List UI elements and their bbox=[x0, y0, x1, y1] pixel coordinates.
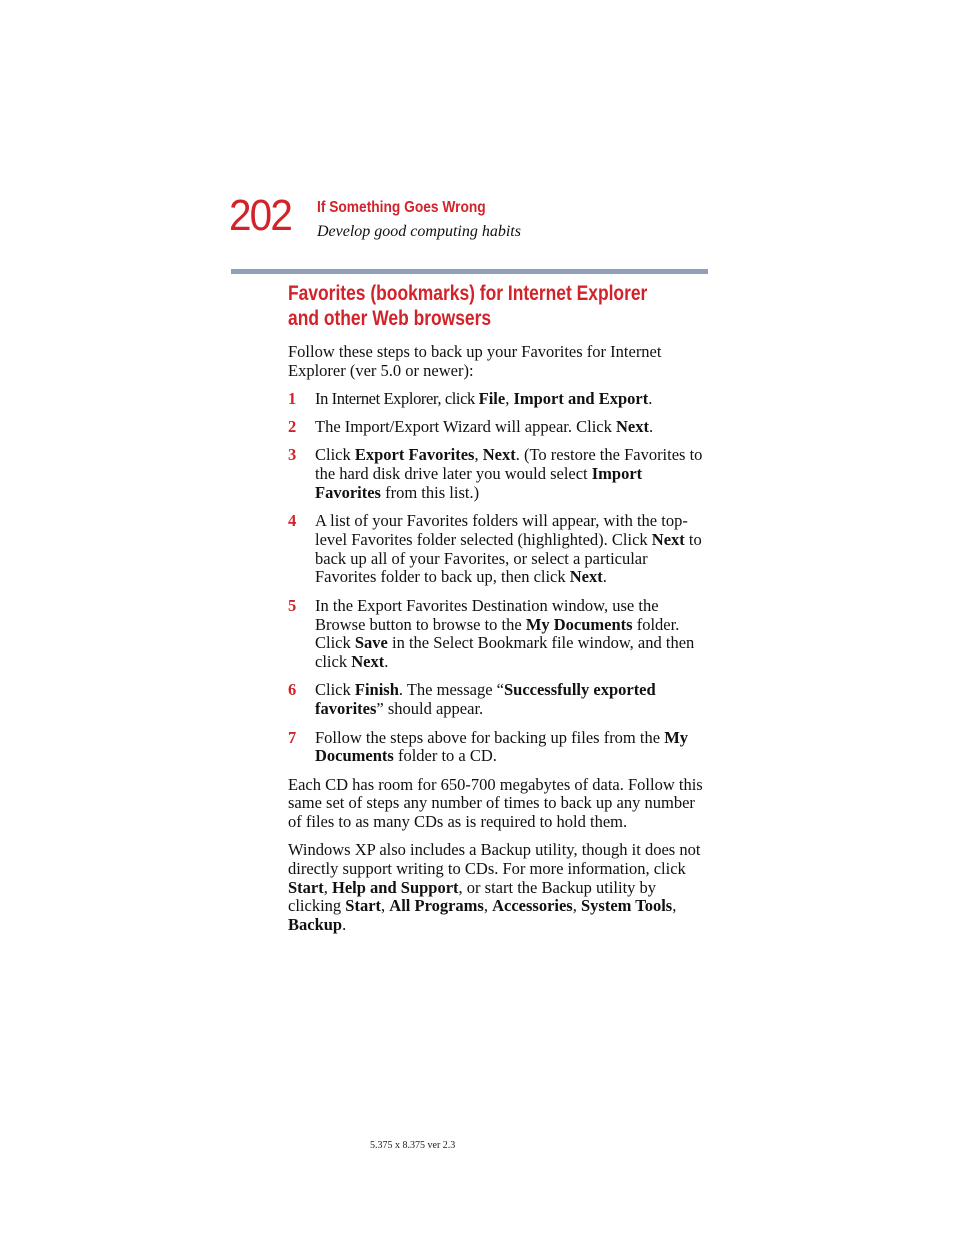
step-number: 6 bbox=[288, 680, 297, 700]
list-item bbox=[288, 729, 710, 767]
step-number: 3 bbox=[288, 445, 297, 465]
step-text: . The message “ bbox=[398, 680, 504, 700]
list-item bbox=[288, 597, 710, 672]
step-number: 1 bbox=[288, 388, 297, 408]
step-text: Click bbox=[315, 680, 355, 700]
list-item bbox=[288, 681, 710, 719]
step-text: In Internet Explorer, click bbox=[315, 388, 479, 408]
para-text: Windows XP also includes a Backup utility, though it does not directly support writing to CDs. For more information, click bbox=[288, 840, 701, 878]
step-text: In the Export Favorites Destination window, use the Browse button to browse to the bbox=[315, 595, 659, 634]
step-text: . (To restore the Favorites to the hard disk drive later you would select bbox=[315, 445, 703, 483]
para-bold: System Tools bbox=[580, 896, 673, 916]
para-text: , bbox=[483, 896, 493, 916]
page-number: 202 bbox=[229, 191, 292, 240]
para-text: , bbox=[381, 896, 390, 916]
step-text: Follow the steps above for backing up files from the bbox=[315, 727, 665, 747]
para-bold: Start bbox=[345, 896, 382, 916]
step-bold: Save bbox=[354, 633, 388, 653]
step-number: 5 bbox=[288, 595, 297, 615]
step-bold: My Documents bbox=[315, 727, 689, 766]
list-item bbox=[288, 446, 710, 502]
step-bold: Import Favorites bbox=[315, 463, 643, 502]
step-text: . bbox=[602, 567, 607, 587]
step-bold: Next bbox=[616, 416, 649, 436]
list-item bbox=[288, 512, 710, 587]
step-text: . bbox=[648, 388, 653, 408]
para-bold: Start bbox=[288, 877, 324, 897]
step-text: A list of your Favorites folders will appear, with the top-level Favorites folder selected (highlighted). Click bbox=[315, 511, 688, 549]
para-bold: Accessories bbox=[492, 896, 573, 916]
step-text: in the Select Bookmark file window, and then click bbox=[315, 633, 695, 672]
para-text: , or start the Backup utility by clicking bbox=[288, 877, 657, 916]
step-text: from this list.) bbox=[380, 482, 480, 502]
header-divider bbox=[231, 269, 708, 274]
para-text: , bbox=[323, 877, 332, 897]
para-text: , bbox=[672, 896, 677, 916]
step-text: , bbox=[505, 388, 514, 408]
step-bold: Finish bbox=[354, 680, 399, 700]
para-bold: All Programs bbox=[389, 896, 484, 916]
section-heading: Favorites (bookmarks) for Internet Explorer and other Web browsers bbox=[288, 282, 648, 330]
step-number: 2 bbox=[288, 416, 297, 436]
chapter-title: If Something Goes Wrong bbox=[317, 199, 486, 216]
backup-utility-paragraph bbox=[288, 841, 710, 935]
print-footer: 5.375 x 8.375 ver 2.3 bbox=[370, 1140, 456, 1151]
para-bold: Help and Support bbox=[332, 877, 459, 897]
step-text: to back up all of your Favorites, or select a particular Favorites folder to back up, then click bbox=[315, 529, 702, 587]
step-bold: Export Favorites bbox=[354, 445, 475, 465]
intro-paragraph: Follow these steps to back up your Favorites for Internet Explorer (ver 5.0 or newer): bbox=[288, 342, 662, 380]
step-bold: Import and Export bbox=[513, 388, 649, 408]
step-number: 7 bbox=[288, 727, 297, 747]
step-bold: Successfully exported favorites bbox=[315, 680, 656, 719]
step-text: ” should appear. bbox=[376, 699, 484, 719]
list-item bbox=[288, 390, 710, 409]
cd-capacity-paragraph: Each CD has room for 650-700 megabytes of data. Follow this same set of steps any number of times to back up any number of files to as many CDs as is required to hold them. bbox=[288, 774, 703, 832]
step-text: folder. Click bbox=[315, 614, 680, 653]
step-bold: My Documents bbox=[525, 614, 633, 634]
step-number: 4 bbox=[288, 511, 297, 531]
list-item bbox=[288, 418, 710, 437]
step-bold: Next bbox=[482, 445, 516, 465]
step-bold: Next bbox=[651, 529, 685, 549]
step-text: folder to a CD. bbox=[393, 746, 497, 766]
para-text: , bbox=[572, 896, 581, 916]
step-text: . bbox=[384, 652, 389, 672]
para-text: . bbox=[342, 915, 347, 935]
step-bold: Next bbox=[351, 652, 385, 672]
step-text: Click bbox=[315, 445, 355, 465]
step-text: . bbox=[648, 416, 654, 436]
step-text: , bbox=[474, 445, 483, 465]
steps-list bbox=[288, 390, 710, 767]
step-bold: File bbox=[478, 388, 506, 408]
section-subtitle: Develop good computing habits bbox=[317, 223, 521, 240]
step-bold: Next bbox=[569, 567, 603, 587]
para-bold: Backup bbox=[288, 915, 343, 935]
step-text: The Import/Export Wizard will appear. Click bbox=[315, 416, 616, 436]
page-body bbox=[288, 343, 710, 944]
